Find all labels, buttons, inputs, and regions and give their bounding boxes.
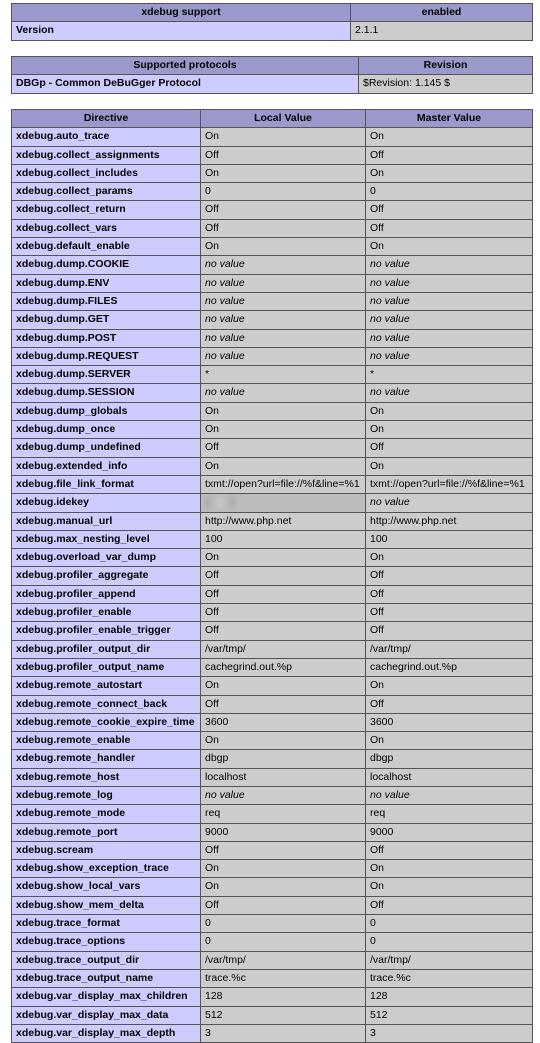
local-value: On — [201, 732, 366, 750]
master-value: 3 — [366, 1024, 533, 1042]
table-row — [12, 1024, 533, 1042]
directive-name: xdebug.profiler_enable_trigger — [12, 622, 201, 640]
directive-name: xdebug.remote_enable — [12, 732, 201, 750]
directive-name: xdebug.overload_var_dump — [12, 549, 201, 567]
table-row — [12, 347, 533, 365]
table-row — [12, 713, 533, 731]
directive-name: xdebug.remote_autostart — [12, 677, 201, 695]
row-label: Version — [12, 22, 351, 40]
column-header: xdebug support — [12, 4, 351, 22]
master-value: Off — [366, 585, 533, 603]
directive-name: xdebug.dump.REQUEST — [12, 347, 201, 365]
master-value: 0 — [366, 933, 533, 951]
master-value: Off — [366, 695, 533, 713]
directive-name: xdebug.idekey — [12, 494, 201, 512]
local-value: On — [201, 878, 366, 896]
column-header: Directive — [12, 110, 201, 128]
local-value: 0 — [201, 933, 366, 951]
redacted-value — [205, 496, 235, 508]
table-row — [12, 604, 533, 622]
local-value: 0 — [201, 915, 366, 933]
master-value: localhost — [366, 768, 533, 786]
local-value: http://www.php.net — [201, 512, 366, 530]
directive-name: xdebug.collect_vars — [12, 219, 201, 237]
directive-name: xdebug.profiler_output_name — [12, 658, 201, 676]
table-row — [12, 219, 533, 237]
local-value: 9000 — [201, 823, 366, 841]
directive-name: xdebug.default_enable — [12, 238, 201, 256]
local-value — [201, 494, 366, 512]
table-row — [12, 640, 533, 658]
local-value: Off — [201, 604, 366, 622]
master-value: On — [366, 128, 533, 146]
directive-name: xdebug.profiler_append — [12, 585, 201, 603]
directive-name: xdebug.dump.GET — [12, 311, 201, 329]
directive-name: xdebug.extended_info — [12, 457, 201, 475]
table-row — [12, 329, 533, 347]
local-value: Off — [201, 841, 366, 859]
table-row — [12, 256, 533, 274]
table-row — [12, 201, 533, 219]
row-label: DBGp - Common DeBuGger Protocol — [12, 75, 359, 93]
table-row — [12, 988, 533, 1006]
directive-name: xdebug.file_link_format — [12, 475, 201, 493]
master-value: no value — [366, 786, 533, 804]
master-value: no value — [366, 494, 533, 512]
local-value: localhost — [201, 768, 366, 786]
table-header-row — [12, 57, 533, 75]
master-value: On — [366, 549, 533, 567]
directive-name: xdebug.collect_return — [12, 201, 201, 219]
directive-name: xdebug.dump.POST — [12, 329, 201, 347]
master-value: no value — [366, 274, 533, 292]
local-value: 128 — [201, 988, 366, 1006]
master-value: Off — [366, 622, 533, 640]
master-value: Off — [366, 896, 533, 914]
master-value: Off — [366, 841, 533, 859]
directive-name: xdebug.collect_includes — [12, 164, 201, 182]
table-row — [12, 969, 533, 987]
master-value: On — [366, 878, 533, 896]
master-value: On — [366, 402, 533, 420]
directive-name: xdebug.remote_log — [12, 786, 201, 804]
table-row — [12, 164, 533, 182]
directive-name: xdebug.var_display_max_children — [12, 988, 201, 1006]
local-value: /var/tmp/ — [201, 951, 366, 969]
master-value: 9000 — [366, 823, 533, 841]
master-value: On — [366, 457, 533, 475]
master-value: 0 — [366, 183, 533, 201]
table-row — [12, 530, 533, 548]
column-header: Supported protocols — [12, 57, 359, 75]
table-row — [12, 677, 533, 695]
table-row — [12, 146, 533, 164]
local-value: On — [201, 457, 366, 475]
local-value: trace.%c — [201, 969, 366, 987]
master-value: Off — [366, 146, 533, 164]
table-row — [12, 457, 533, 475]
directive-name: xdebug.trace_output_name — [12, 969, 201, 987]
master-value: Off — [366, 604, 533, 622]
master-value: On — [366, 677, 533, 695]
directive-name: xdebug.remote_port — [12, 823, 201, 841]
master-value: Off — [366, 439, 533, 457]
local-value: Off — [201, 439, 366, 457]
master-value: req — [366, 805, 533, 823]
master-value: 512 — [366, 1006, 533, 1024]
table-row — [12, 366, 533, 384]
directive-name: xdebug.remote_mode — [12, 805, 201, 823]
local-value: no value — [201, 347, 366, 365]
local-value: no value — [201, 786, 366, 804]
column-header: Local Value — [201, 110, 366, 128]
table-row — [12, 512, 533, 530]
table-row — [12, 1006, 533, 1024]
local-value: cachegrind.out.%p — [201, 658, 366, 676]
directive-name: xdebug.auto_trace — [12, 128, 201, 146]
table-row — [12, 841, 533, 859]
directive-name: xdebug.dump_once — [12, 421, 201, 439]
local-value: no value — [201, 274, 366, 292]
row-value: 2.1.1 — [351, 22, 533, 40]
local-value: req — [201, 805, 366, 823]
local-value: /var/tmp/ — [201, 640, 366, 658]
table-row — [12, 439, 533, 457]
master-value: Off — [366, 201, 533, 219]
local-value: Off — [201, 219, 366, 237]
table-row — [12, 183, 533, 201]
table-row — [12, 951, 533, 969]
directive-name: xdebug.trace_output_dir — [12, 951, 201, 969]
local-value: no value — [201, 384, 366, 402]
local-value: 0 — [201, 183, 366, 201]
column-header: enabled — [351, 4, 533, 22]
local-value: Off — [201, 567, 366, 585]
directive-name: xdebug.remote_cookie_expire_time — [12, 713, 201, 731]
table-row — [12, 896, 533, 914]
local-value: On — [201, 549, 366, 567]
table-row — [12, 823, 533, 841]
directive-name: xdebug.var_display_max_depth — [12, 1024, 201, 1042]
local-value: On — [201, 860, 366, 878]
row-value: $Revision: 1.145 $ — [359, 75, 533, 93]
directive-name: xdebug.remote_host — [12, 768, 201, 786]
local-value: Off — [201, 146, 366, 164]
table-row — [12, 933, 533, 951]
master-value: 0 — [366, 915, 533, 933]
local-value: * — [201, 366, 366, 384]
directive-name: xdebug.dump_undefined — [12, 439, 201, 457]
directive-name: xdebug.dump.FILES — [12, 292, 201, 310]
local-value: 512 — [201, 1006, 366, 1024]
master-value: dbgp — [366, 750, 533, 768]
directive-name: xdebug.show_local_vars — [12, 878, 201, 896]
local-value: On — [201, 402, 366, 420]
directives-body — [12, 128, 533, 1043]
local-value: txmt://open?url=file://%f&line=%1 — [201, 475, 366, 493]
master-value: no value — [366, 347, 533, 365]
directive-name: xdebug.dump_globals — [12, 402, 201, 420]
table-row — [12, 878, 533, 896]
master-value: 100 — [366, 530, 533, 548]
table-row — [12, 549, 533, 567]
directive-name: xdebug.trace_options — [12, 933, 201, 951]
directive-name: xdebug.dump.SERVER — [12, 366, 201, 384]
master-value: Off — [366, 567, 533, 585]
table-row — [12, 768, 533, 786]
local-value: no value — [201, 256, 366, 274]
master-value: no value — [366, 292, 533, 310]
directive-name: xdebug.dump.COOKIE — [12, 256, 201, 274]
directive-name: xdebug.dump.SESSION — [12, 384, 201, 402]
directive-name: xdebug.remote_connect_back — [12, 695, 201, 713]
table-row — [12, 732, 533, 750]
table-row — [12, 128, 533, 146]
directive-name: xdebug.manual_url — [12, 512, 201, 530]
local-value: Off — [201, 896, 366, 914]
directive-name: xdebug.show_exception_trace — [12, 860, 201, 878]
column-header: Master Value — [366, 110, 533, 128]
table-row — [12, 75, 533, 93]
directive-name: xdebug.profiler_aggregate — [12, 567, 201, 585]
table-row — [12, 292, 533, 310]
master-value: no value — [366, 256, 533, 274]
master-value: Off — [366, 219, 533, 237]
column-header: Revision — [359, 57, 533, 75]
table-row — [12, 805, 533, 823]
master-value: On — [366, 421, 533, 439]
master-value: no value — [366, 384, 533, 402]
local-value: Off — [201, 695, 366, 713]
local-value: Off — [201, 585, 366, 603]
table-row — [12, 750, 533, 768]
directive-name: xdebug.profiler_output_dir — [12, 640, 201, 658]
directives-table — [11, 109, 533, 1043]
table-row — [12, 915, 533, 933]
master-value: /var/tmp/ — [366, 640, 533, 658]
local-value: dbgp — [201, 750, 366, 768]
directive-name: xdebug.remote_handler — [12, 750, 201, 768]
local-value: On — [201, 164, 366, 182]
master-value: On — [366, 164, 533, 182]
master-value: no value — [366, 329, 533, 347]
local-value: On — [201, 128, 366, 146]
table-row — [12, 786, 533, 804]
master-value: http://www.php.net — [366, 512, 533, 530]
local-value: On — [201, 421, 366, 439]
table-row — [12, 494, 533, 512]
master-value: 128 — [366, 988, 533, 1006]
directive-name: xdebug.dump.ENV — [12, 274, 201, 292]
local-value: On — [201, 238, 366, 256]
master-value: no value — [366, 311, 533, 329]
table-row — [12, 22, 533, 40]
master-value: cachegrind.out.%p — [366, 658, 533, 676]
local-value: Off — [201, 622, 366, 640]
master-value: * — [366, 366, 533, 384]
master-value: On — [366, 732, 533, 750]
table-row — [12, 695, 533, 713]
table-row — [12, 274, 533, 292]
local-value: no value — [201, 292, 366, 310]
table-row — [12, 238, 533, 256]
local-value: Off — [201, 201, 366, 219]
master-value: 3600 — [366, 713, 533, 731]
master-value: On — [366, 860, 533, 878]
directive-name: xdebug.show_mem_delta — [12, 896, 201, 914]
local-value: 3 — [201, 1024, 366, 1042]
table-row — [12, 585, 533, 603]
supported-protocols-table — [11, 56, 533, 94]
directive-name: xdebug.trace_format — [12, 915, 201, 933]
directive-name: xdebug.collect_params — [12, 183, 201, 201]
table-row — [12, 658, 533, 676]
directive-name: xdebug.max_nesting_level — [12, 530, 201, 548]
table-header-row — [12, 110, 533, 128]
table-row — [12, 860, 533, 878]
directive-name: xdebug.var_display_max_data — [12, 1006, 201, 1024]
table-row — [12, 311, 533, 329]
table-row — [12, 622, 533, 640]
local-value: 100 — [201, 530, 366, 548]
master-value: On — [366, 238, 533, 256]
local-value: On — [201, 677, 366, 695]
table-row — [12, 475, 533, 493]
table-row — [12, 402, 533, 420]
master-value: trace.%c — [366, 969, 533, 987]
xdebug-support-table — [11, 3, 533, 41]
directive-name: xdebug.profiler_enable — [12, 604, 201, 622]
directive-name: xdebug.collect_assignments — [12, 146, 201, 164]
local-value: no value — [201, 311, 366, 329]
master-value: /var/tmp/ — [366, 951, 533, 969]
table-header-row — [12, 4, 533, 22]
table-row — [12, 384, 533, 402]
table-row — [12, 421, 533, 439]
local-value: no value — [201, 329, 366, 347]
directive-name: xdebug.scream — [12, 841, 201, 859]
master-value: txmt://open?url=file://%f&line=%1 — [366, 475, 533, 493]
table-row — [12, 567, 533, 585]
local-value: 3600 — [201, 713, 366, 731]
